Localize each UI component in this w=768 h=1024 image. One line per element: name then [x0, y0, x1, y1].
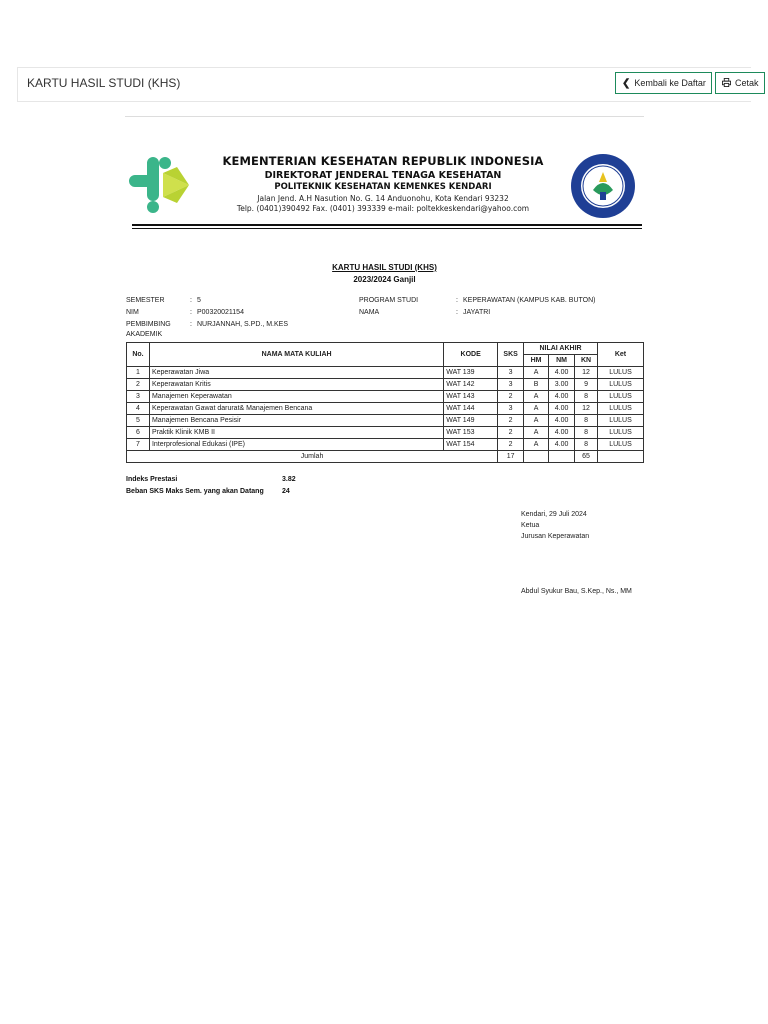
cell-kode: WAT 153 [444, 427, 498, 439]
cell-nama: Praktik Klinik KMB II [149, 427, 443, 439]
table-row [127, 379, 644, 391]
total-empty [598, 451, 644, 463]
cell-nama: Keperawatan Kritis [149, 379, 443, 391]
back-to-list-button[interactable] [615, 72, 712, 94]
cell-ket: LULUS [598, 391, 644, 403]
cell-kode: WAT 144 [444, 403, 498, 415]
cell-ket: LULUS [598, 415, 644, 427]
signature-dept: Jurusan Keperawatan [521, 533, 590, 540]
cell-ket: LULUS [598, 367, 644, 379]
pembimbing-label-2: AKADEMIK [126, 331, 163, 338]
total-empty [549, 451, 575, 463]
cell-ket: LULUS [598, 427, 644, 439]
col-header-nilai-akhir: NILAI AKHIR [524, 343, 598, 355]
pembimbing-value: NURJANNAH, S.PD., M.KES [197, 321, 289, 328]
semester-label: SEMESTER [126, 297, 165, 304]
cell-no: 6 [127, 427, 150, 439]
nama-value: JAYATRI [463, 309, 491, 316]
cell-hm: A [524, 367, 549, 379]
nama-label: NAMA [359, 309, 380, 316]
cell-hm: A [524, 427, 549, 439]
letterhead-rule [132, 224, 642, 226]
cell-no: 7 [127, 439, 150, 451]
table-row [127, 427, 644, 439]
cell-no: 5 [127, 415, 150, 427]
table-row [127, 403, 644, 415]
table-row [127, 391, 644, 403]
cell-hm: A [524, 439, 549, 451]
cell-hm: A [524, 415, 549, 427]
cell-nm: 4.00 [549, 391, 575, 403]
ip-row [126, 476, 296, 488]
grades-table [126, 342, 644, 463]
nim-value: P00320021154 [197, 309, 244, 316]
cell-hm: B [524, 379, 549, 391]
total-kn: 65 [575, 451, 598, 463]
print-button-label: Cetak [735, 78, 759, 88]
table-row [127, 415, 644, 427]
col-header-sks: SKS [498, 343, 524, 367]
cell-sks: 3 [498, 403, 524, 415]
ministry-logo [127, 153, 197, 217]
cell-no: 2 [127, 379, 150, 391]
chevron-left-icon: ❮ [622, 77, 631, 89]
separator: : [190, 309, 192, 316]
cell-sks: 2 [498, 415, 524, 427]
ip-label: Indeks Prestasi [126, 476, 178, 483]
divider [125, 116, 644, 117]
semester-value: 5 [197, 297, 201, 304]
table-row [127, 367, 644, 379]
total-label: Jumlah [127, 451, 498, 463]
cell-nm: 4.00 [549, 367, 575, 379]
cell-kode: WAT 142 [444, 379, 498, 391]
beban-value: 24 [282, 488, 290, 495]
student-info [126, 297, 644, 341]
cell-nama: Manajemen Bencana Pesisir [149, 415, 443, 427]
cell-kode: WAT 139 [444, 367, 498, 379]
document-heading [125, 263, 644, 284]
institution-contact: Telp. (0401)390492 Fax. (0401) 393339 e-mail: poltekkeskendari@yahoo.com [236, 204, 530, 213]
beban-label: Beban SKS Maks Sem. yang akan Datang [126, 488, 264, 495]
cell-ket: LULUS [598, 403, 644, 415]
page-header [17, 67, 759, 102]
separator: : [190, 321, 192, 328]
col-header-hm: HM [524, 355, 549, 367]
signature-role: Ketua [521, 522, 540, 529]
table-row [127, 439, 644, 451]
col-header-ket: Ket [598, 343, 644, 367]
prodi-label: PROGRAM STUDI [359, 297, 419, 304]
cell-nm: 4.00 [549, 415, 575, 427]
cell-sks: 3 [498, 379, 524, 391]
summary [126, 476, 296, 500]
prodi-value: KEPERAWATAN (KAMPUS KAB. BUTON) [463, 297, 596, 304]
cell-kode: WAT 149 [444, 415, 498, 427]
signature-place-date: Kendari, 29 Juli 2024 [521, 511, 587, 518]
page-title: KARTU HASIL STUDI (KHS) [27, 76, 181, 90]
separator: : [456, 297, 458, 304]
separator: : [456, 309, 458, 316]
beban-row [126, 488, 290, 500]
col-header-kn: KN [575, 355, 598, 367]
cell-hm: A [524, 403, 549, 415]
col-header-no: No. [127, 343, 150, 367]
col-header-kode: KODE [444, 343, 498, 367]
cell-kn: 8 [575, 427, 598, 439]
back-button-label: Kembali ke Daftar [634, 78, 706, 88]
cell-kn: 8 [575, 391, 598, 403]
cell-nama: Keperawatan Jiwa [149, 367, 443, 379]
cell-no: 4 [127, 403, 150, 415]
signature-name: Abdul Syukur Bau, S.Kep., Ns., MM [521, 588, 632, 595]
cell-sks: 3 [498, 367, 524, 379]
cell-nama: Interprofesional Edukasi (IPE) [149, 439, 443, 451]
cell-kn: 9 [575, 379, 598, 391]
col-header-mata-kuliah: NAMA MATA KULIAH [149, 343, 443, 367]
cell-no: 1 [127, 367, 150, 379]
cell-nm: 4.00 [549, 403, 575, 415]
cell-ket: LULUS [598, 379, 644, 391]
cell-nama: Manajemen Keperawatan [149, 391, 443, 403]
cell-nama: Keperawatan Gawat darurat& Manajemen Bencana [149, 403, 443, 415]
printer-icon [722, 78, 731, 89]
print-button[interactable] [715, 72, 765, 94]
cell-kn: 12 [575, 403, 598, 415]
institution-address: Jalan Jend. A.H Nasution No. G. 14 Anduonohu, Kota Kendari 93232 [257, 194, 509, 203]
pembimbing-label: PEMBIMBING [126, 321, 171, 328]
cell-sks: 2 [498, 427, 524, 439]
cell-nm: 4.00 [549, 439, 575, 451]
cell-sks: 2 [498, 439, 524, 451]
nim-label: NIM [126, 309, 139, 316]
separator: : [190, 297, 192, 304]
cell-nm: 4.00 [549, 427, 575, 439]
total-empty [524, 451, 549, 463]
ip-value: 3.82 [282, 476, 296, 483]
directorate-name: DIREKTORAT JENDERAL TENAGA KESEHATAN [264, 170, 502, 181]
total-sks: 17 [498, 451, 524, 463]
document-title: KARTU HASIL STUDI (KHS) [332, 263, 437, 272]
table-total-row [127, 451, 644, 463]
document-period: 2023/2024 Ganjil [353, 275, 416, 284]
polytechnic-seal [569, 152, 637, 220]
letterhead [125, 148, 644, 233]
cell-kn: 8 [575, 415, 598, 427]
cell-sks: 2 [498, 391, 524, 403]
ministry-name: KEMENTERIAN KESEHATAN REPUBLIK INDONESIA [222, 154, 544, 168]
col-header-nm: NM [549, 355, 575, 367]
institution-name: POLITEKNIK KESEHATAN KEMENKES KENDARI [274, 182, 492, 192]
cell-ket: LULUS [598, 439, 644, 451]
letterhead-text [203, 154, 563, 213]
cell-nm: 3.00 [549, 379, 575, 391]
table-header-row [127, 343, 644, 355]
letterhead-rule-thin [132, 228, 642, 229]
cell-kode: WAT 143 [444, 391, 498, 403]
cell-kode: WAT 154 [444, 439, 498, 451]
cell-kn: 8 [575, 439, 598, 451]
cell-no: 3 [127, 391, 150, 403]
cell-hm: A [524, 391, 549, 403]
cell-kn: 12 [575, 367, 598, 379]
